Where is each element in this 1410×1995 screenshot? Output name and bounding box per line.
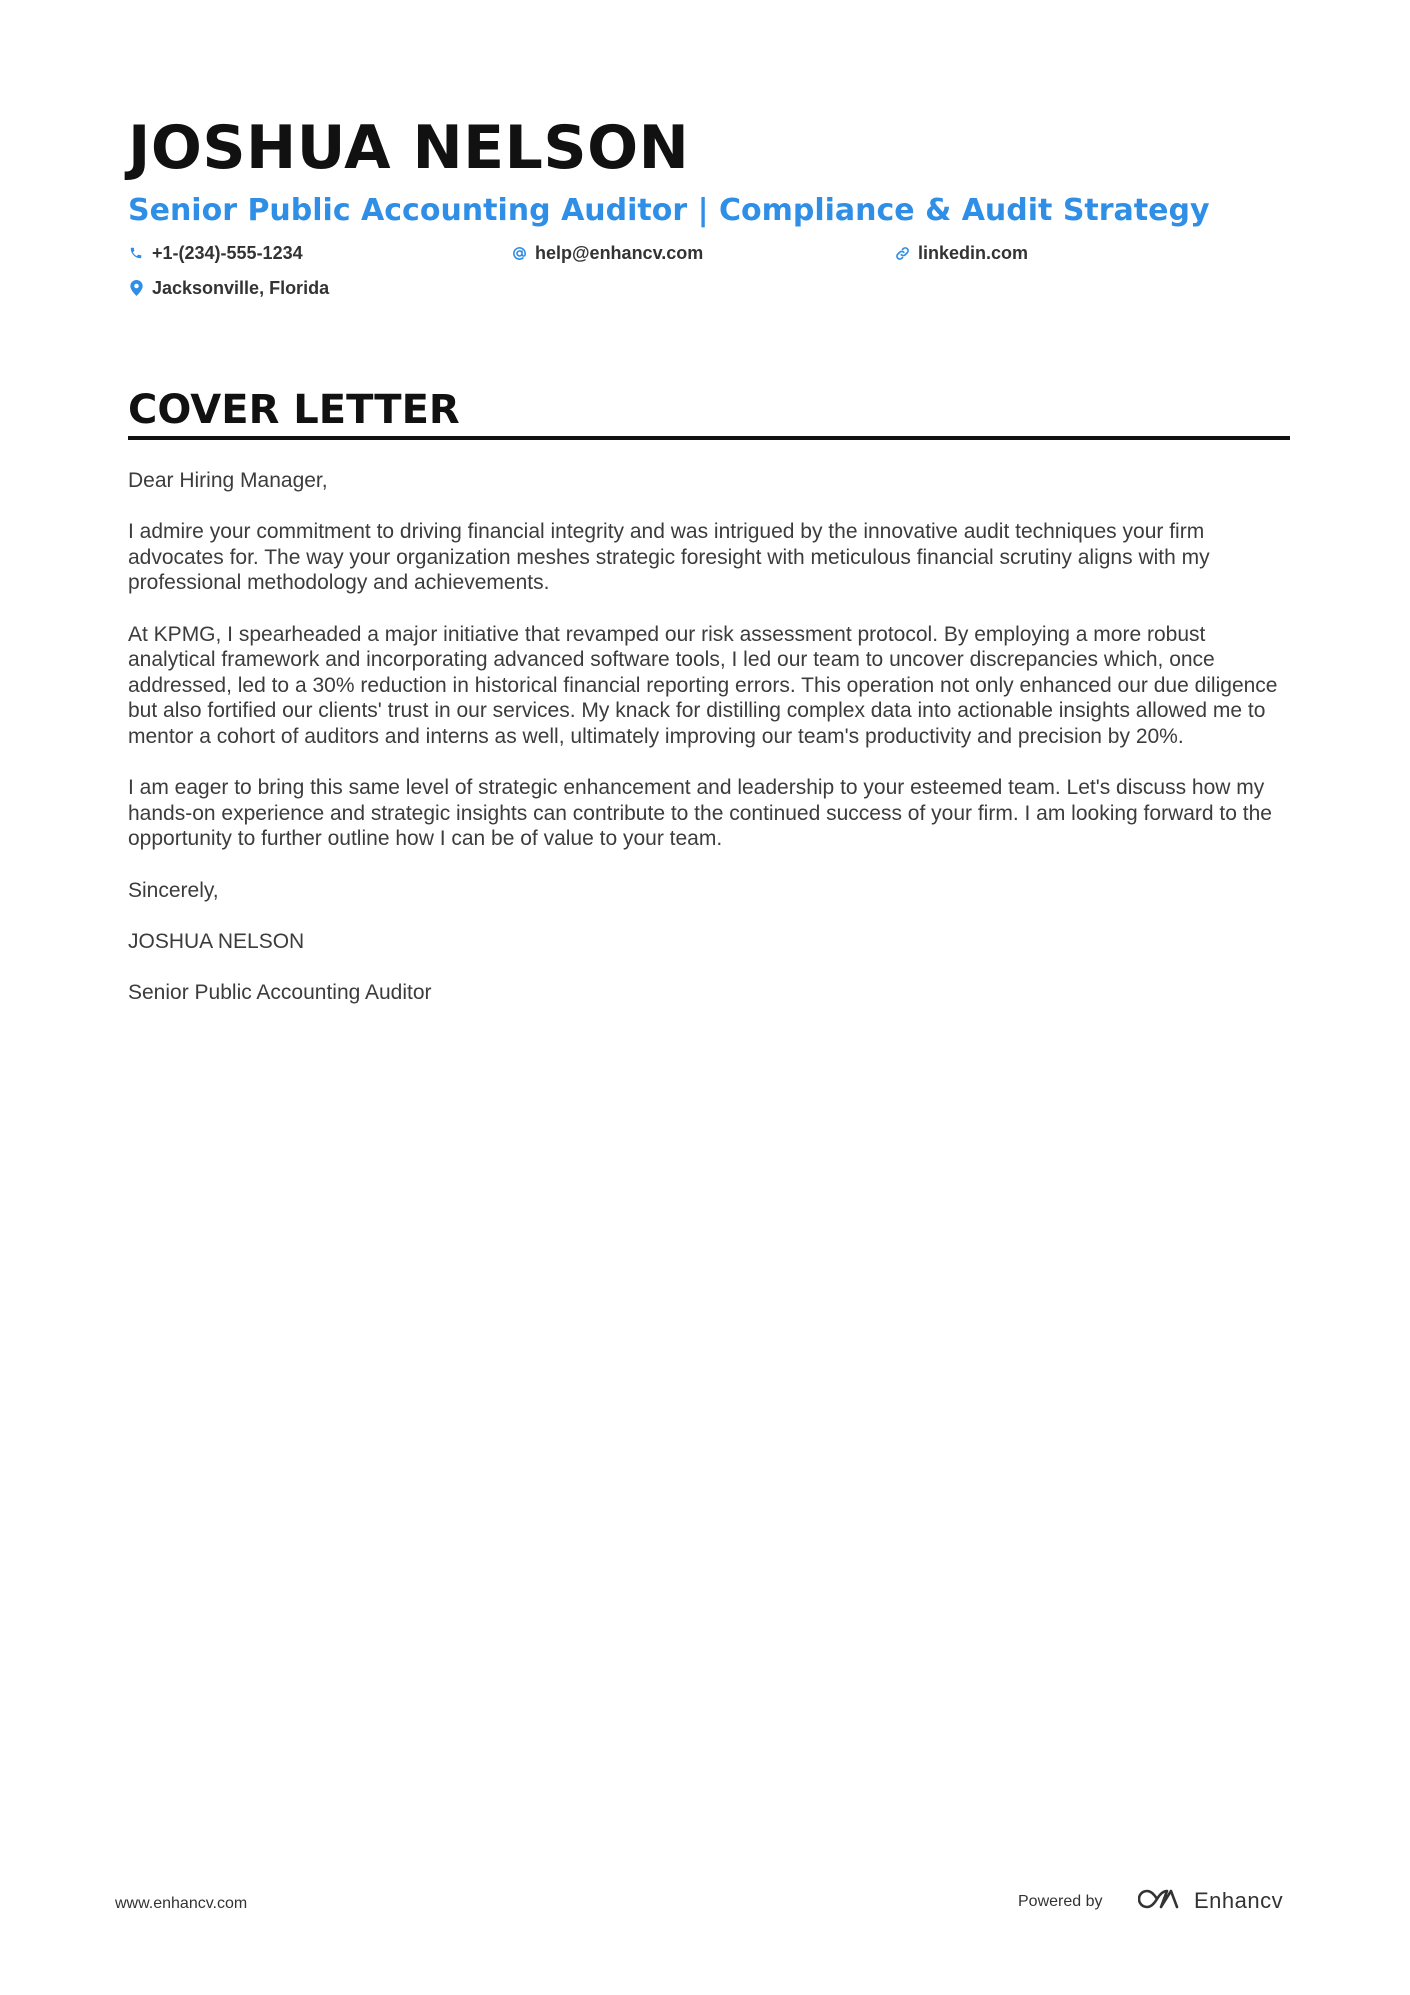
letter-paragraph: I am eager to bring this same level of strategic enhancement and leadership to your esteemed team. Let's discuss how my hands-on experience and strategic insights can contribute to the continued success of your firm. I am looking forward to the opportunity to further outline how I can be of value to your team. — [128, 776, 1272, 851]
footer-brand-logo[interactable] — [1138, 1886, 1283, 1916]
applicant-name: JOSHUA NELSON — [128, 113, 690, 183]
link-icon — [894, 244, 910, 262]
phone-icon — [128, 244, 144, 262]
signature-title: Senior Public Accounting Auditor — [128, 980, 432, 1004]
at-icon — [511, 244, 527, 262]
letter-closing: Sincerely, — [128, 878, 219, 902]
phone-text: +1-(234)-555-1234 — [152, 243, 303, 263]
section-divider — [128, 436, 1290, 440]
link-text: linkedin.com — [918, 243, 1029, 263]
email-text: help@enhancv.com — [535, 243, 704, 263]
applicant-headline: Senior Public Accounting Auditor | Compliance & Audit Strategy — [128, 193, 1210, 228]
letter-paragraph: At KPMG, I spearheaded a major initiative that revamped our risk assessment protocol. By employing a more robust analytical framework and incorporating advanced software tools, I led our team to uncover discrepancies which, once addressed, led to a 30% reduction in historical financial reporting errors. This operation not only enhanced our due diligence but also fortified our clients' trust in our services. My knack for distilling complex data into actionable insights allowed me to mentor a cohort of auditors and interns as well, ultimately improving our team's productivity and precision by 20%. — [128, 622, 1278, 748]
footer-powered-by: Powered by — [1018, 1893, 1103, 1910]
letter-paragraph: I admire your commitment to driving financial integrity and was intrigued by the innovative audit techniques your firm advocates for. The way your organization meshes strategic foresight with meticulous financial scrutiny aligns with my professional methodology and achievements. — [128, 520, 1210, 595]
contact-location — [128, 276, 329, 300]
contact-phone — [128, 241, 303, 265]
section-title: COVER LETTER — [128, 387, 460, 433]
location-text: Jacksonville, Florida — [152, 278, 330, 298]
signature-name: JOSHUA NELSON — [128, 929, 305, 953]
location-pin-icon — [128, 279, 144, 297]
enhancv-logo-icon — [1138, 1887, 1184, 1916]
footer-website[interactable]: www.enhancv.com — [115, 1895, 248, 1912]
letter-greeting: Dear Hiring Manager, — [128, 469, 328, 492]
letter-body — [128, 468, 1290, 1031]
footer-brand-name: Enhancv — [1194, 1888, 1284, 1913]
contact-email[interactable] — [511, 241, 703, 265]
contact-link[interactable] — [894, 241, 1028, 265]
